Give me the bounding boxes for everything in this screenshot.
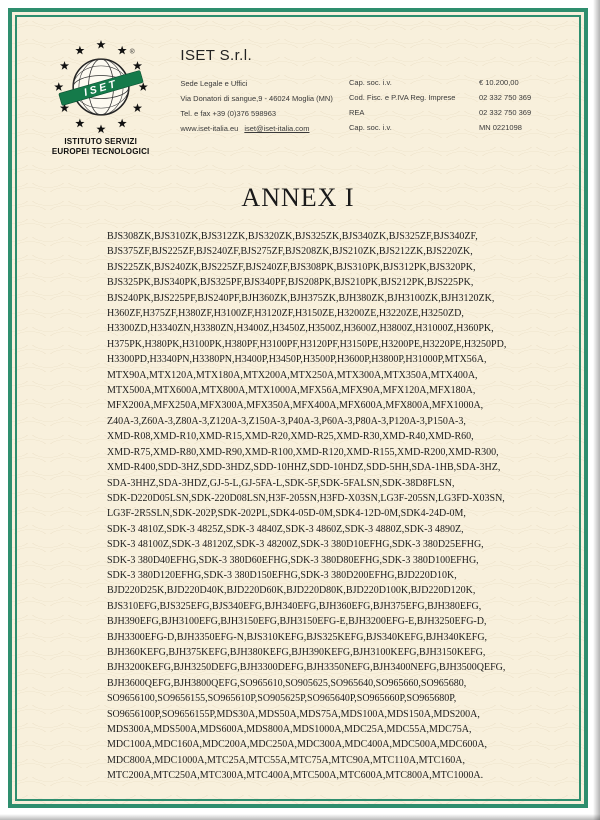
- logo-acronym: ISET: [82, 77, 120, 99]
- letterhead: [31, 39, 565, 157]
- registry-label: Cod. Fisc. e P.IVA Reg. Imprese: [349, 93, 456, 102]
- registry-label: Cap. soc. i.v.: [349, 123, 392, 132]
- address-phone: Tel. e fax +39 (0)376 598963: [180, 109, 277, 118]
- code-line: SDA-3HHZ,SDA-3HDZ,GJ-5-L,GJ-5FA-L,SDK-5F,SDK-5FALSN,SDK-38D8FLSN,: [107, 477, 455, 489]
- company-logo: [43, 39, 158, 157]
- registry-row: [349, 94, 561, 102]
- company-name: ISET S.r.l.: [180, 47, 253, 64]
- registry-label: Cap. soc. i.v.: [349, 78, 392, 87]
- code-line: MTC200A,MTC250A,MTC300A,MTC400A,MTC500A,MTC600A,MTC800A,MTC1000A.: [107, 770, 484, 782]
- code-line: Z40A-3,Z60A-3,Z80A-3,Z120A-3,Z150A-3,P40A-3,P60A-3,P80A-3,P120A-3,P150A-3,: [107, 415, 466, 427]
- code-line: H3300ZD,H3340ZN,H3380ZN,H3400Z,H3450Z,H3500Z,H3600Z,H3800Z,H31000Z,H360PK,: [107, 323, 494, 335]
- code-line: MDS300A,MDS500A,MDS600A,MDS800A,MDS1000A,MDC25A,MDC55A,MDC75A,: [107, 724, 472, 735]
- code-line: BJS310EFG,BJS325EFG,BJS340EFG,BJH340EFG,BJH360EFG,BJH375EFG,BJH380EFG,: [107, 600, 482, 612]
- code-line: SDK-3 4810Z,SDK-3 4825Z,SDK-3 4840Z,SDK-3 4860Z,SDK-3 4880Z,SDK-3 4890Z,: [107, 523, 464, 535]
- registered-trademark-icon: ®: [129, 48, 135, 56]
- code-line: MDC100A,MDC160A,MDC200A,MDC250A,MDC300A,MDC400A,MDC500A,MDC600A,: [107, 739, 488, 751]
- code-line: BJH3300EFG-D,BJH3350EFG-N,BJS310KEFG,BJS325KEFG,BJS340KEFG,BJH340KEFG,: [107, 631, 488, 643]
- code-line: BJS375ZF,BJS225ZF,BJS240ZF,BJS275ZF,BJS208ZK,BJS210ZK,BJS212ZK,BJS220ZK,: [107, 246, 473, 258]
- company-address: [180, 80, 349, 133]
- code-line: LG3F-2R5SLN,SDK-202P,SDK-202PL,SDK4-05D-0M,SDK4-12D-0M,SDK4-24D-0M,: [107, 508, 466, 520]
- logo-caption-line1: ISTITUTO SERVIZI: [64, 137, 138, 146]
- registry-value: 02 332 750 369: [479, 108, 532, 117]
- registry-value: MN 0221098: [479, 123, 522, 132]
- registry-label: REA: [349, 108, 365, 117]
- code-line: BJS225ZK,BJS240ZK,BJS225ZF,BJS240ZF,BJS308PK,BJS310PK,BJS312PK,BJS320PK,: [107, 261, 476, 273]
- product-code-list: [107, 229, 507, 784]
- code-line: MTX90A,MTX120A,MTX180A,MTX200A,MTX250A,MTX300A,MTX350A,MTX400A,: [107, 369, 478, 381]
- code-line: BJH360KEFG,BJH375KEFG,BJH380KEFG,BJH390KEFG,BJH3100KEFG,BJH3150KEFG,: [107, 646, 486, 658]
- code-line: SO9656100P,SO9656155P,MDS30A,MDS50A,MDS75A,MDS100A,MDS150A,MDS200A,: [107, 708, 480, 720]
- registry-value: € 10.200,00: [479, 78, 519, 87]
- code-line: MTX500A,MTX600A,MTX800A,MTX1000A,MFX56A,MFX90A,MFX120A,MFX180A,: [107, 385, 476, 397]
- registry-value: 02 332 750 369: [479, 93, 532, 102]
- certificate-inner-frame: [15, 15, 581, 801]
- code-line: XMD-R400,SDD-3HZ,SDD-3HDZ,SDD-10HHZ,SDD-10HDZ,SDD-5HH,SDA-1HB,SDA-3HZ,: [107, 462, 501, 474]
- company-info: [180, 39, 349, 157]
- code-line: BJH3200KEFG,BJH3250DEFG,BJH3300DEFG,BJH3350NEFG,BJH3400NEFG,BJH3500QEFG,: [107, 662, 506, 674]
- code-line: MFX200A,MFX250A,MFX300A,MFX350A,MFX400A,MFX600A,MFX800A,MFX1000A,: [107, 400, 484, 412]
- code-line: SDK-3 380D120EFHG,SDK-3 380D150EFHG,SDK-3 380D200EFHG,BJD220D10K,: [107, 569, 457, 581]
- scan-edge-shadow-bottom: [0, 814, 600, 820]
- code-line: H3300PD,H3340PN,H3380PN,H3400P,H3450P,H3500P,H3600P,H3800P,H31000P,MTX56A,: [107, 354, 487, 366]
- company-registry-table: [349, 39, 561, 157]
- code-line: XMD-R08,XMD-R10,XMD-R15,XMD-R20,XMD-R25,XMD-R30,XMD-R40,XMD-R60,: [107, 431, 474, 443]
- code-line: BJD220D25K,BJD220D40K,BJD220D60K,BJD220D80K,BJD220D100K,BJD220D120K,: [107, 585, 476, 597]
- code-line: BJH3600QEFG,BJH3800QEFG,SO965610,SO905625,SO965640,SO965660,SO965680,: [107, 677, 467, 689]
- address-web-row: [180, 125, 349, 133]
- address-office-label: Sede Legale e Uffici: [180, 79, 248, 88]
- code-line: BJS240PK,BJS225PF,BJS240PF,BJH360ZK,BJH375ZK,BJH380ZK,BJH3100ZK,BJH3120ZK,: [107, 292, 495, 304]
- certificate-outer-frame: [8, 8, 588, 808]
- code-line: SDK-D220D05LSN,SDK-220D08LSN,H3F-205SN,H3FD-X03SN,LG3F-205SN,LG3FD-X03SN,: [107, 492, 505, 504]
- code-line: SDK-3 48100Z,SDK-3 48120Z,SDK-3 48200Z,SDK-3 380D10EFHG,SDK-3 380D25EFHG,: [107, 539, 484, 551]
- code-line: BJH390EFG,BJH3100EFG,BJH3150EFG,BJH3150EFG-E,BJH3200EFG-E,BJH3250EFG-D,: [107, 616, 487, 628]
- website-text: www.iset-italia.eu: [180, 124, 239, 133]
- email-link[interactable]: iset@iset-italia.com: [244, 124, 310, 133]
- code-line: SDK-3 380D40EFHG,SDK-3 380D60EFHG,SDK-3 380D80EFHG,SDK-3 380D100EFHG,: [107, 554, 479, 566]
- logo-caption-line2: EUROPEI TECNOLOGICI: [51, 147, 150, 156]
- address-street: Via Donatori di sangue,9 - 46024 Moglia (MN): [180, 94, 333, 103]
- page-title: ANNEX I: [241, 183, 355, 212]
- registry-row: [349, 124, 561, 132]
- scan-edge-shadow-right: [593, 0, 600, 820]
- code-line: BJS325PK,BJS340PK,BJS325PF,BJS340PF,BJS208PK,BJS210PK,BJS212PK,BJS225PK,: [107, 277, 474, 289]
- registry-row: [349, 79, 561, 87]
- code-line: H375PK,H380PK,H3100PK,H380PF,H3100PF,H3120PF,H3150PE,H3200PE,H3220PE,H3250PD,: [107, 338, 507, 350]
- globe-stars-emblem: [53, 39, 149, 135]
- code-line: MDC800A,MDC1000A,MTC25A,MTC55A,MTC75A,MTC90A,MTC110A,MTC160A,: [107, 754, 465, 766]
- code-line: BJS308ZK,BJS310ZK,BJS312ZK,BJS320ZK,BJS325ZK,BJS340ZK,BJS325ZF,BJS340ZF,: [107, 231, 478, 242]
- code-line: H360ZF,H375ZF,H380ZF,H3100ZF,H3120ZF,H3150ZE,H3200ZE,H3220ZE,H3250ZD,: [107, 308, 464, 320]
- code-line: SO9656100,SO9656155,SO965610P,SO905625P,SO965640P,SO965660P,SO965680P,: [107, 693, 457, 705]
- registry-row: [349, 109, 561, 117]
- logo-caption: [52, 137, 150, 157]
- code-line: XMD-R75,XMD-R80,XMD-R90,XMD-R100,XMD-R120,XMD-R155,XMD-R200,XMD-R300,: [107, 446, 499, 458]
